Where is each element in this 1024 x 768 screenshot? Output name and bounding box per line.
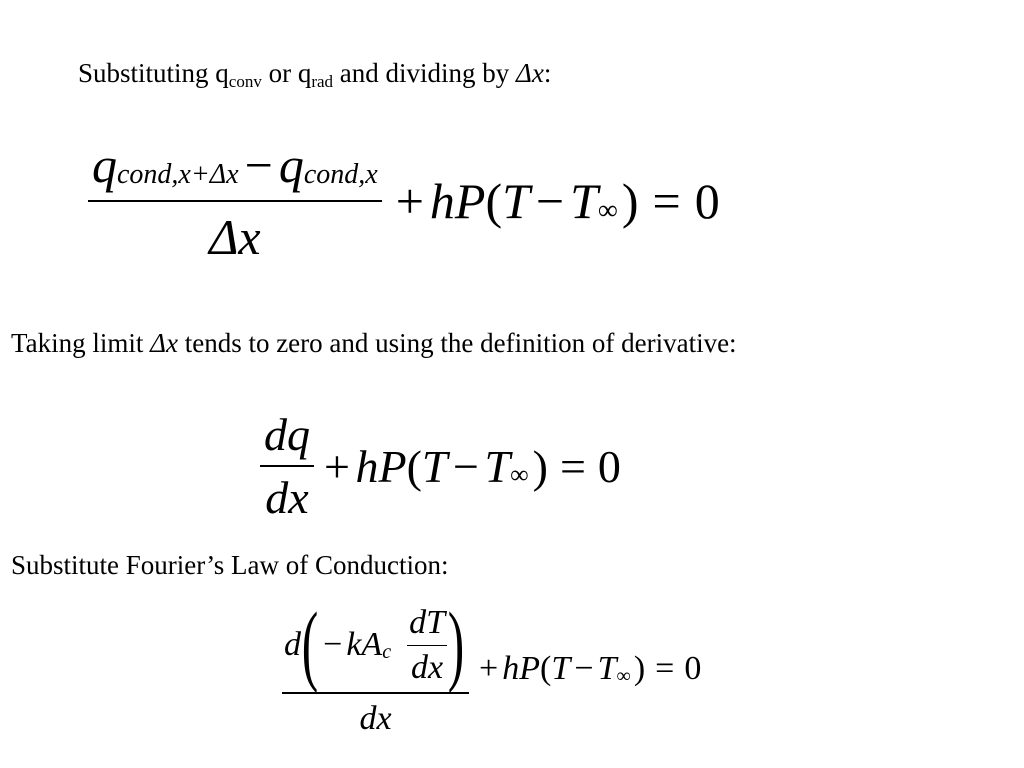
denominator [265, 467, 308, 524]
delta-x: Δx [150, 328, 178, 358]
minus-sign: − [323, 626, 343, 663]
dq-symbol: dq [264, 409, 310, 460]
text-substituting [78, 58, 552, 92]
hp-symbol: hP [355, 440, 407, 492]
equals-sign: = [652, 173, 681, 229]
t-symbol: T [484, 440, 511, 492]
equals-sign: = [655, 650, 675, 687]
t-symbol: T [570, 173, 598, 229]
text-part: : [543, 58, 552, 88]
delta-x: Δx [209, 209, 261, 265]
infinity-subscript: ∞ [510, 460, 529, 490]
plus-sign: + [395, 173, 424, 229]
infinity-subscript: ∞ [597, 194, 618, 226]
hp-symbol: hP [502, 650, 541, 687]
text-part: Taking limit [11, 328, 151, 358]
text-part: Substitute Fourier’s Law of Conduction: [11, 550, 449, 580]
right-paren: ) [621, 173, 639, 229]
t-symbol: T [551, 650, 571, 687]
denominator [359, 694, 391, 738]
right-paren: ) [532, 440, 548, 492]
minus-sign: − [574, 650, 594, 687]
numerator [282, 595, 469, 694]
subscript-c: c [382, 640, 392, 663]
subscript-conv: conv [228, 72, 262, 92]
denominator [209, 202, 261, 266]
inner-denominator [411, 646, 443, 687]
infinity-subscript: ∞ [616, 664, 631, 687]
text-substitute-fourier [11, 552, 448, 579]
zero: 0 [684, 650, 702, 687]
zero: 0 [694, 173, 720, 229]
minus-sign: − [453, 440, 479, 492]
text-taking-limit [11, 330, 737, 357]
text-part: or q [261, 58, 312, 88]
t-symbol: T [502, 173, 530, 229]
dt-symbol: dT [409, 603, 445, 641]
dx-symbol: dx [265, 472, 309, 523]
equation-derivative [260, 408, 621, 524]
q-symbol: q [278, 137, 304, 193]
d-symbol: d [284, 626, 301, 663]
right-big-paren: ) [447, 595, 465, 694]
dx-symbol: dx [359, 700, 392, 737]
left-paren: ( [406, 440, 422, 492]
zero: 0 [597, 440, 621, 492]
q-symbol: q [92, 137, 117, 193]
fraction [282, 595, 469, 738]
equation-difference-quotient [88, 136, 720, 266]
minus-sign: − [244, 137, 273, 193]
equals-sign: = [559, 440, 586, 492]
equation-fourier [282, 595, 702, 738]
subscript-cond-x: cond,x [303, 158, 378, 190]
right-paren: ) [633, 650, 646, 687]
hp-symbol: hP [429, 173, 486, 229]
inner-fraction [407, 604, 447, 687]
dx-symbol: dx [410, 648, 444, 686]
left-paren: ( [540, 650, 552, 687]
subscript-rad: rad [311, 72, 334, 92]
t-symbol: T [421, 440, 448, 492]
plus-sign: + [324, 440, 350, 492]
numerator [260, 408, 314, 465]
inner-numerator [407, 604, 447, 645]
text-part: and dividing by [333, 58, 517, 88]
text-part: Substituting q [78, 58, 229, 88]
fraction [260, 408, 314, 524]
minus-sign: − [535, 173, 565, 229]
subscript-cond-x-dx: cond,x+Δx [117, 158, 239, 190]
plus-sign: + [478, 650, 499, 687]
left-paren: ( [485, 173, 503, 229]
left-big-paren: ( [301, 595, 319, 694]
t-symbol: T [597, 650, 617, 687]
fraction [88, 136, 382, 266]
numerator [88, 136, 382, 200]
delta-x: Δx [516, 58, 544, 88]
text-part: tends to zero and using the definition of derivative: [177, 328, 737, 358]
ka-symbol: kA [346, 626, 383, 663]
